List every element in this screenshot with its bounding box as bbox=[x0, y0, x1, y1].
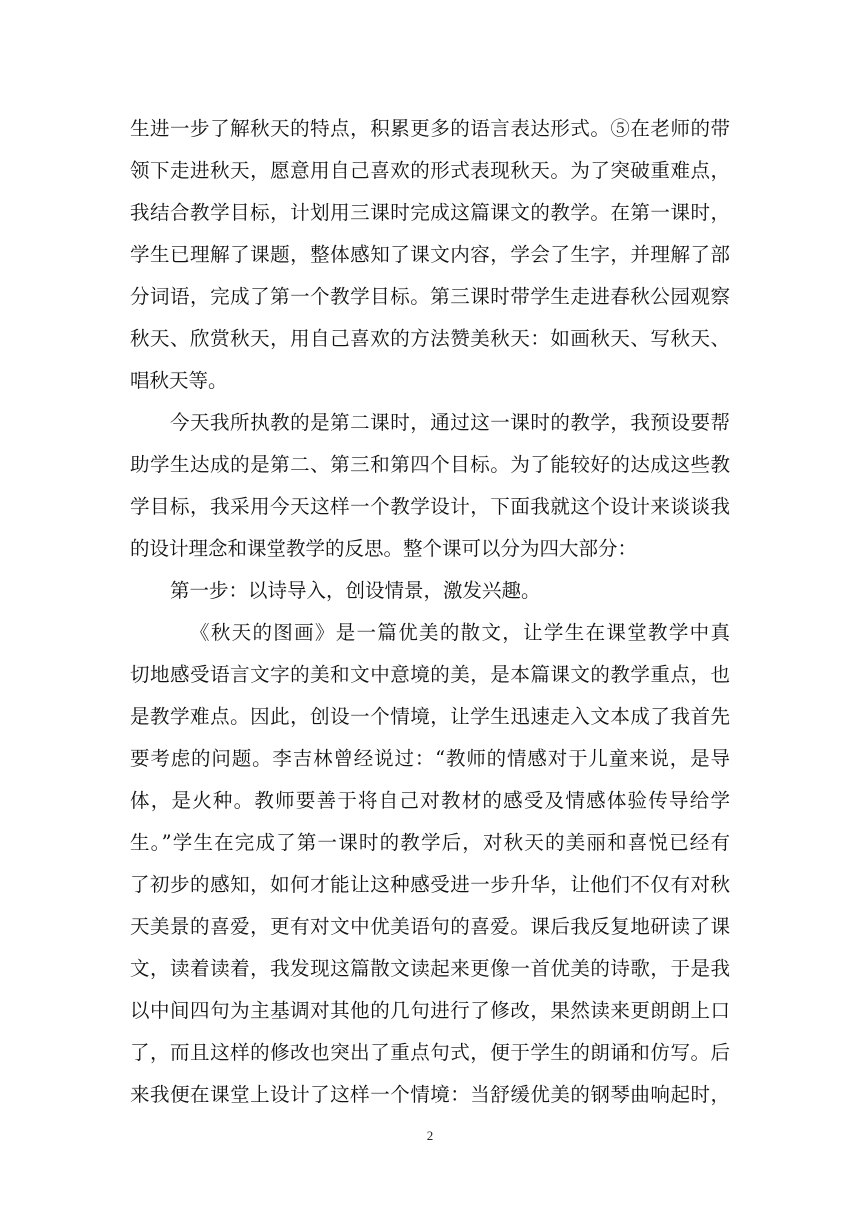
text-line: 我结合教学目标，计划用三课时完成这篇课文的教学。在第一课时， bbox=[130, 201, 730, 224]
text-line: 切地感受语言文字的美和文中意境的美，是本篇课文的教学重点，也 bbox=[130, 663, 730, 686]
page-number: 2 bbox=[426, 1128, 434, 1143]
paragraph bbox=[130, 108, 730, 402]
text-line: 的设计理念和课堂教学的反思。整个课可以分为四大部分： bbox=[130, 537, 638, 560]
text-line: 文，读着读着，我发现这篇散文读起来更像一首优美的诗歌，于是我 bbox=[130, 957, 730, 980]
text-line: 天美景的喜爱，更有对文中优美语句的喜爱。课后我反复地研读了课 bbox=[130, 915, 730, 938]
text-line: 唱秋天等。 bbox=[130, 369, 228, 392]
text-line: 学目标，我采用今天这样一个教学设计，下面我就这个设计来谈谈我 bbox=[130, 495, 730, 518]
section-heading: 第一步：以诗导入，创设情景，激发兴趣。 bbox=[170, 579, 541, 602]
text-line: 领下走进秋天，愿意用自己喜欢的形式表现秋天。为了突破重难点， bbox=[130, 159, 730, 182]
text-line: 《秋天的图画》是一篇优美的散文，让学生在课堂教学中真 bbox=[190, 621, 730, 644]
text-line: 分词语，完成了第一个教学目标。第三课时带学生走进春秋公园观察 bbox=[130, 285, 730, 308]
text-line: 来我便在课堂上设计了这样一个情境：当舒缓优美的钢琴曲响起时， bbox=[130, 1083, 730, 1106]
text-line: 是教学难点。因此，创设一个情境，让学生迅速走入文本成了我首先 bbox=[130, 705, 730, 728]
text-line: 生进一步了解秋天的特点，积累更多的语言表达形式。⑤在老师的带 bbox=[130, 117, 730, 140]
text-line: 今天我所执教的是第二课时，通过这一课时的教学，我预设要帮 bbox=[170, 411, 730, 434]
text-line: 了，而且这样的修改也突出了重点句式，便于学生的朗诵和仿写。后 bbox=[130, 1041, 730, 1064]
text-line: 要考虑的问题。李吉林曾经说过：“教师的情感对于儿童来说，是导 bbox=[130, 747, 730, 770]
paragraph bbox=[130, 402, 730, 570]
document-body bbox=[130, 108, 730, 1116]
text-line: 学生已理解了课题，整体感知了课文内容，学会了生字，并理解了部 bbox=[130, 243, 730, 266]
text-line: 助学生达成的是第二、第三和第四个目标。为了能较好的达成这些教 bbox=[130, 453, 730, 476]
text-line: 生。”学生在完成了第一课时的教学后，对秋天的美丽和喜悦已经有 bbox=[130, 831, 730, 854]
text-line: 了初步的感知，如何才能让这种感受进一步升华，让他们不仅有对秋 bbox=[130, 873, 730, 896]
text-line: 以中间四句为主基调对其他的几句进行了修改，果然读来更朗朗上口 bbox=[130, 999, 730, 1022]
text-line: 秋天、欣赏秋天，用自己喜欢的方法赞美秋天：如画秋天、写秋天、 bbox=[130, 327, 730, 350]
text-line: 体，是火种。教师要善于将自己对教材的感受及情感体验传导给学 bbox=[130, 789, 730, 812]
paragraph bbox=[130, 612, 730, 1116]
